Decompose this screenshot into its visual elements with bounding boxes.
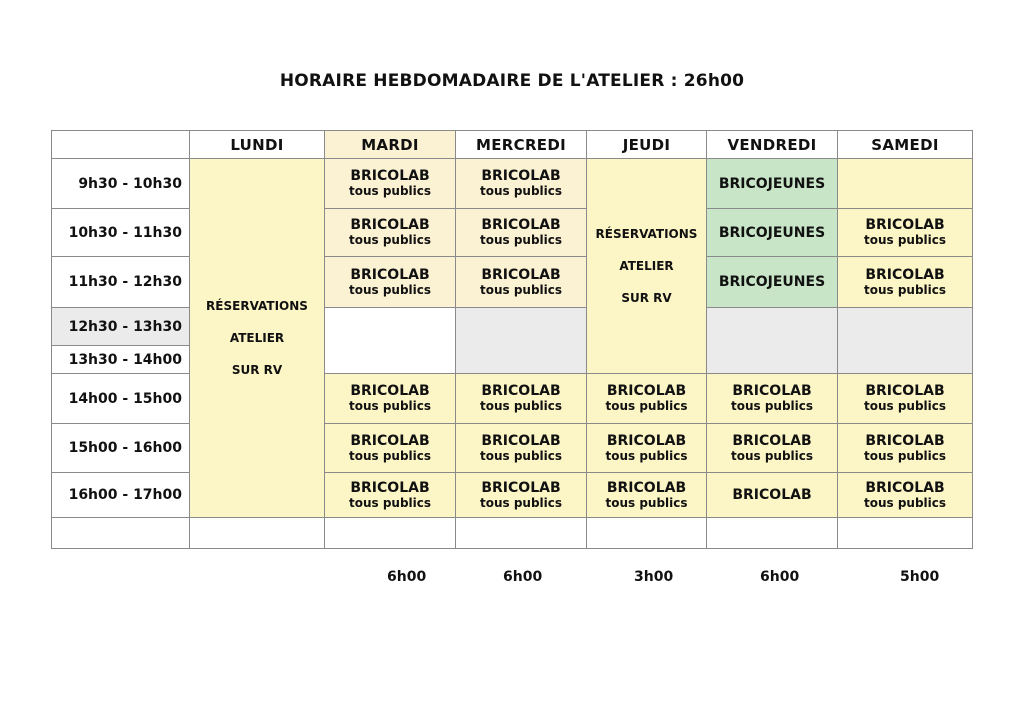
time-slot: 11h30 - 12h30 [52,257,190,308]
session-cell [456,209,587,257]
header-row [52,131,973,159]
total-vendredi: 6h00 [760,569,800,585]
session-name: BRICOLAB [865,479,945,496]
session-audience: tous publics [479,399,563,413]
reservation-line: SUR RV [621,291,672,305]
time-slot: 16h00 - 17h00 [52,473,190,518]
session-audience: tous publics [348,495,432,510]
time-slot: 15h00 - 16h00 [52,424,190,473]
session-cell [325,209,456,257]
jeudi-reservation-block [587,159,707,374]
session-cell [838,374,973,424]
session-cell [325,424,456,473]
session-audience: tous publics [730,448,814,463]
session-name: BRICOLAB [865,266,945,283]
day-header-samedi: SAMEDI [838,131,973,159]
corner-cell [52,131,190,159]
session-cell [456,424,587,473]
empty-cell [325,308,456,374]
time-slot: 13h30 - 14h00 [52,346,190,374]
session-name: BRICOLAB [350,479,430,496]
session-audience: tous publics [479,184,563,198]
session-cell [325,473,456,518]
session-name: BRICOLAB [350,217,430,233]
empty-cell [52,518,190,549]
reservation-line: RÉSERVATIONS [595,227,698,241]
session-audience: tous publics [863,399,947,413]
session-audience: tous publics [863,233,947,247]
total-samedi: 5h00 [900,569,940,585]
session-audience: tous publics [863,448,947,463]
session-name: BRICOLAB [865,217,945,233]
time-slot: 10h30 - 11h30 [52,209,190,257]
session-audience: tous publics [348,399,432,413]
lundi-reservation-block [190,159,325,518]
session-cell: BRICOLAB [707,473,838,518]
session-name: BRICOLAB [606,479,687,496]
session-name: BRICOLAB [350,383,430,399]
day-header-mardi: MARDI [325,131,456,159]
day-header-lundi: LUNDI [190,131,325,159]
session-name: BRICOLAB [481,168,561,184]
session-cell [587,473,707,518]
session-audience: tous publics [730,399,814,413]
lunch-break-cell [838,308,973,374]
session-cell [456,473,587,518]
session-cell [456,257,587,308]
session-cell [325,257,456,308]
session-name: BRICOLAB [481,479,561,496]
session-audience: tous publics [348,448,432,463]
session-cell [325,159,456,209]
session-cell [325,374,456,424]
empty-cell [325,518,456,549]
session-cell [707,424,838,473]
session-audience: tous publics [348,233,432,247]
empty-cell [456,518,587,549]
session-name: BRICOLAB [481,383,561,399]
session-audience: tous publics [479,495,563,510]
session-audience: tous publics [479,448,563,463]
session-audience: tous publics [605,448,688,463]
session-name: BRICOLAB [606,383,687,399]
session-name: BRICOLAB [481,217,561,233]
session-name: BRICOLAB [606,432,687,449]
session-cell: BRICOJEUNES [707,209,838,257]
session-cell [838,209,973,257]
session-name: BRICOLAB [350,266,430,283]
weekly-schedule-table [51,130,973,549]
time-slot: 14h00 - 15h00 [52,374,190,424]
total-mercredi: 6h00 [503,569,543,585]
session-audience: tous publics [479,233,563,247]
session-audience: tous publics [605,399,688,413]
session-name: BRICOLAB [481,432,561,449]
lunch-break-cell [456,308,587,374]
time-slot: 12h30 - 13h30 [52,308,190,346]
session-name: BRICOLAB [732,383,812,399]
session-cell [587,374,707,424]
session-audience: tous publics [863,282,947,297]
reservation-line: ATELIER [229,331,285,345]
page-title: HORAIRE HEBDOMADAIRE DE L'ATELIER : 26h00 [279,71,745,91]
session-name: BRICOLAB [865,432,945,449]
session-audience: tous publics [479,282,563,297]
session-name: BRICOLAB [865,383,945,399]
session-cell: BRICOJEUNES [707,159,838,209]
session-cell [587,424,707,473]
session-audience: tous publics [863,495,947,510]
session-cell [707,374,838,424]
session-audience: tous publics [348,282,432,297]
total-mardi: 6h00 [387,569,427,585]
empty-cell [838,159,973,209]
session-audience: tous publics [605,495,688,510]
total-jeudi: 3h00 [634,569,674,585]
empty-cell [838,518,973,549]
session-name: BRICOLAB [350,432,430,449]
empty-cell [587,518,707,549]
table-row [52,159,973,209]
reservation-line: ATELIER [619,259,674,273]
session-name: BRICOLAB [732,432,812,449]
session-cell: BRICOJEUNES [707,257,838,308]
empty-cell [190,518,325,549]
table-row [52,518,973,549]
lunch-break-cell [707,308,838,374]
session-cell [838,257,973,308]
day-header-vendredi: VENDREDI [707,131,838,159]
session-name: BRICOLAB [350,168,430,184]
session-cell [456,374,587,424]
day-header-jeudi: JEUDI [587,131,707,159]
empty-cell [707,518,838,549]
session-audience: tous publics [348,184,432,198]
session-cell [838,473,973,518]
reservation-line: SUR RV [231,363,283,377]
session-cell [838,424,973,473]
time-slot: 9h30 - 10h30 [52,159,190,209]
session-name: BRICOLAB [481,266,561,283]
day-header-mercredi: MERCREDI [456,131,587,159]
reservation-line: RÉSERVATIONS [206,299,308,313]
session-cell [456,159,587,209]
